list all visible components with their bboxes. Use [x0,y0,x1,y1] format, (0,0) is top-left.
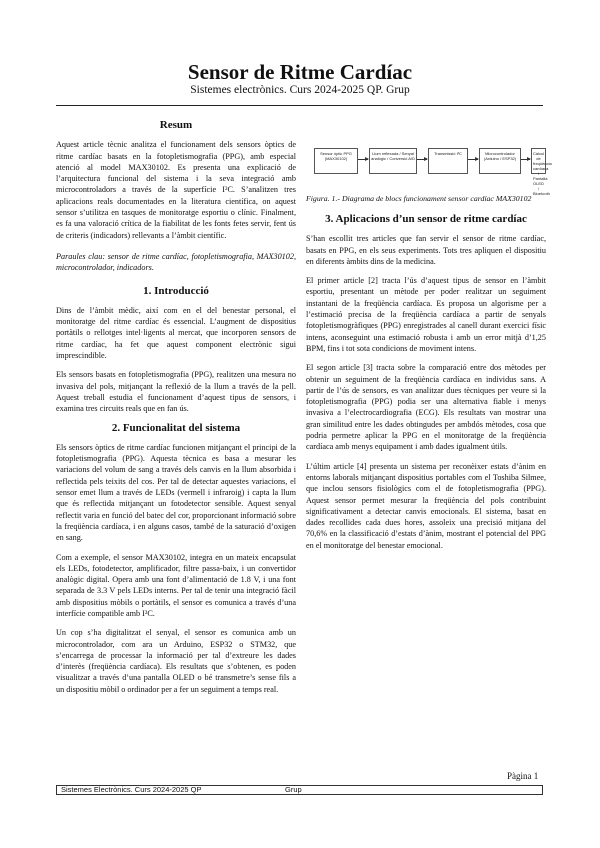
intro-paragraph: Els sensors basats en fotopletismografia (PPG), realitzen una mesura no invasiva del pols, mitjançant la reflexió de la llum a través de la pell. Aquest treball estudia el funcionament d’aquest tipus de sensors, i examina tres circuits reals que en fan ús. [56,370,296,414]
intro-paragraph: Dins de l’àmbit mèdic, així com en el del benestar personal, el monitoratge del ritme cardíac és essencial. L’augment de dispositius portàtils o rellotges intel·ligents al mercat, que incorporen sensors de ritme cardíac, ha fet que aquest component electrònic sigui imprescindible. [56,305,296,361]
diagram-block-mcu: Microcontrolador (Arduino / ESP32) [479,148,521,174]
arrow-icon [417,159,427,160]
arrow-icon [468,159,478,160]
functionality-paragraph: Un cop s’ha digitalitzat el senyal, el sensor es comunica amb un microcontrolador, com ara un Arduino, ESP32 o STM32, que s’encarrega de processar la informació per tal d’extreure les dades d’interès (freqüència cardíaca). Els resultats que s’obtenen, es poden visualitzar a través d’una pantalla OLED o bé transmetre’s sense fils a un dispositiu mòbil o ordinador per a fer un seguiment a temps real. [56,628,296,694]
functionality-paragraph: Els sensors òptics de ritme cardíac funcionen mitjançant el principi de la fotopletismografia (PPG). Aquesta tècnica es basa a mesurar les variacions del volum de sang a través dels canvis en la llum absorbida i reflectida pels teixits del cos. Per tal de detectar aquestes variacions, el sensor emet llum a través de LEDs (vermell i infraroig) i capta la llum que és reflectida mitjançant un fotodetector sensible. Aquest senyal reflectit varia en funció del batec del cor, proporcionant informació sobre la freqüència cardíaca, i en alguns casos, també de la saturació d’oxigen en sang. [56,442,296,543]
diagram-block-adc: Llum reflexada / Senyal analògic / Conversió A/D [369,148,417,174]
arrow-icon [521,159,530,160]
diagram-block-output: Càlcul de freqüència cardíaca / Pantalla OLED / Bluetooth [531,148,546,174]
applications-paragraph: L’últim article [4] presenta un sistema per reconèixer estats d’ànim en entorns laborals mitjançant dispositius portables com el Toshiba Silmee, que inclou sensors fisiològics com el de fotopletismografia (PPG). Aquest sensor permet mesurar la freqüència del pols contribuint significativament a detectar canvis emocionals. El sistema, basat en dades recollides cada dues hores, assoleix una precisió mitjana del 70,6% en la classificació d’estats d’ànim, mostrant el potencial del PPG en el monitoratge del benestar emocional. [306,461,546,550]
functionality-paragraph: Com a exemple, el sensor MAX30102, integra en un mateix encapsulat els LEDs, fotodetector, amplificador, filtre passa-baix, i un convertidor analògic digital. Opera amb una font d’alimentació de 1.8 V, i una font separada de 3.3 V pels LEDs interns. Per tal de tenir una integració fàcil amb dispositius mòbils o portàtils, el sensor es comunica a través d’una interfície compatible amb I²C. [56,552,296,618]
applications-paragraph: El segon article [3] tracta sobre la comparació entre dos mètodes per obtenir un seguiment de la freqüència cardíaca en individus sans. A partir de l’ús de sensors, es van analitzar dues tècniques per veure si la fotopletismografia (PPG) podia ser una alternativa fiable i menys invasiva a l’electrocardiografia (ECG). Els resultats van mostrar una gran similitud entre les dades obtingudes per ambdós mètodes, cosa que podria permetre aplicar la PPG en el monitoratge de la freqüència cardíaca amb menys equipament i amb dades igualment útils. [306,363,546,452]
left-column [56,114,296,703]
right-column [306,114,552,559]
applications-paragraph: El primer article [2] tracta l’ús d’aquest tipus de sensor en l’àmbit esportiu, presentant un mètode per poder realitzar un seguiment instantani de la freqüència cardíaca. Es proposa un algorisme per a l’estimació precisa de la freqüència cardíaca a partir de senyals fotopletismogràfiques (PPG) enregistrades al canell durant exercici físic intens, aconseguint una estimació robusta i amb un error mitjà d’1,25 BPM, fins i tot sota condicions de moviment intens. [306,276,546,353]
title-divider [56,105,543,106]
paper-subtitle: Sistemes electrònics. Curs 2024-2025 QP. Grup [190,84,410,96]
applications-paragraph: S’han escollit tres articles que fan servir el sensor de ritme cardíac, basats en PPG, en els seus experiments. Tots tres apliquen el dispositiu en diferents àmbits dins de la medicina. [306,234,546,266]
footer-course: Sistemes Electrònics. Curs 2024-2025 QP [61,785,202,794]
abstract-heading: Resum [159,119,193,131]
paper-title: Sensor de Ritme Cardíac [187,60,413,84]
block-diagram [306,130,552,196]
abstract-text: Aquest article tècnic analitza el funcionament dels sensors òptics de ritme cardíac basats en la fotopletismografia (PPG), amb especial atenció al model MAX30102. Es presenta una explicació de l’arquitectura funcional del sistema i la seva integració amb microcontroladors a través de la superfície I²C. S’analitzen tres aplicacions reals documentades en la literatura científica, on aquest sensor s’utilitza en tasques de monitoratge esportiu o clínic. Finalment, es fa una valoració crítica de la fiabilitat de les fonts fetes servir, fent ús de criteris (indicadors) rellevants a l’àmbit científic. [56,140,296,240]
arrow-icon [358,159,368,160]
footer-group: Grup [285,785,302,794]
applications-heading: 3. Aplicacions d’un sensor de ritme cardíac [325,213,527,225]
intro-heading: 1. Introducció [143,284,209,297]
keywords: Paraules clau: sensor de ritme cardíac, fotopletismografia, MAX30102, microcontrolador, indicadors. [56,251,296,273]
diagram-block-i2c: Transmissió I²C [428,148,468,174]
page-footer [56,785,543,795]
functionality-heading: 2. Funcionalitat del sistema [111,421,241,434]
page-number: Pàgina 1 [507,771,539,781]
figure-caption: Figura. 1.- Diagrama de blocs funcionament sensor cardíac MAX30102 [306,194,532,203]
diagram-block-sensor: Sensor òptic PPG (MAX30102) [314,148,358,174]
